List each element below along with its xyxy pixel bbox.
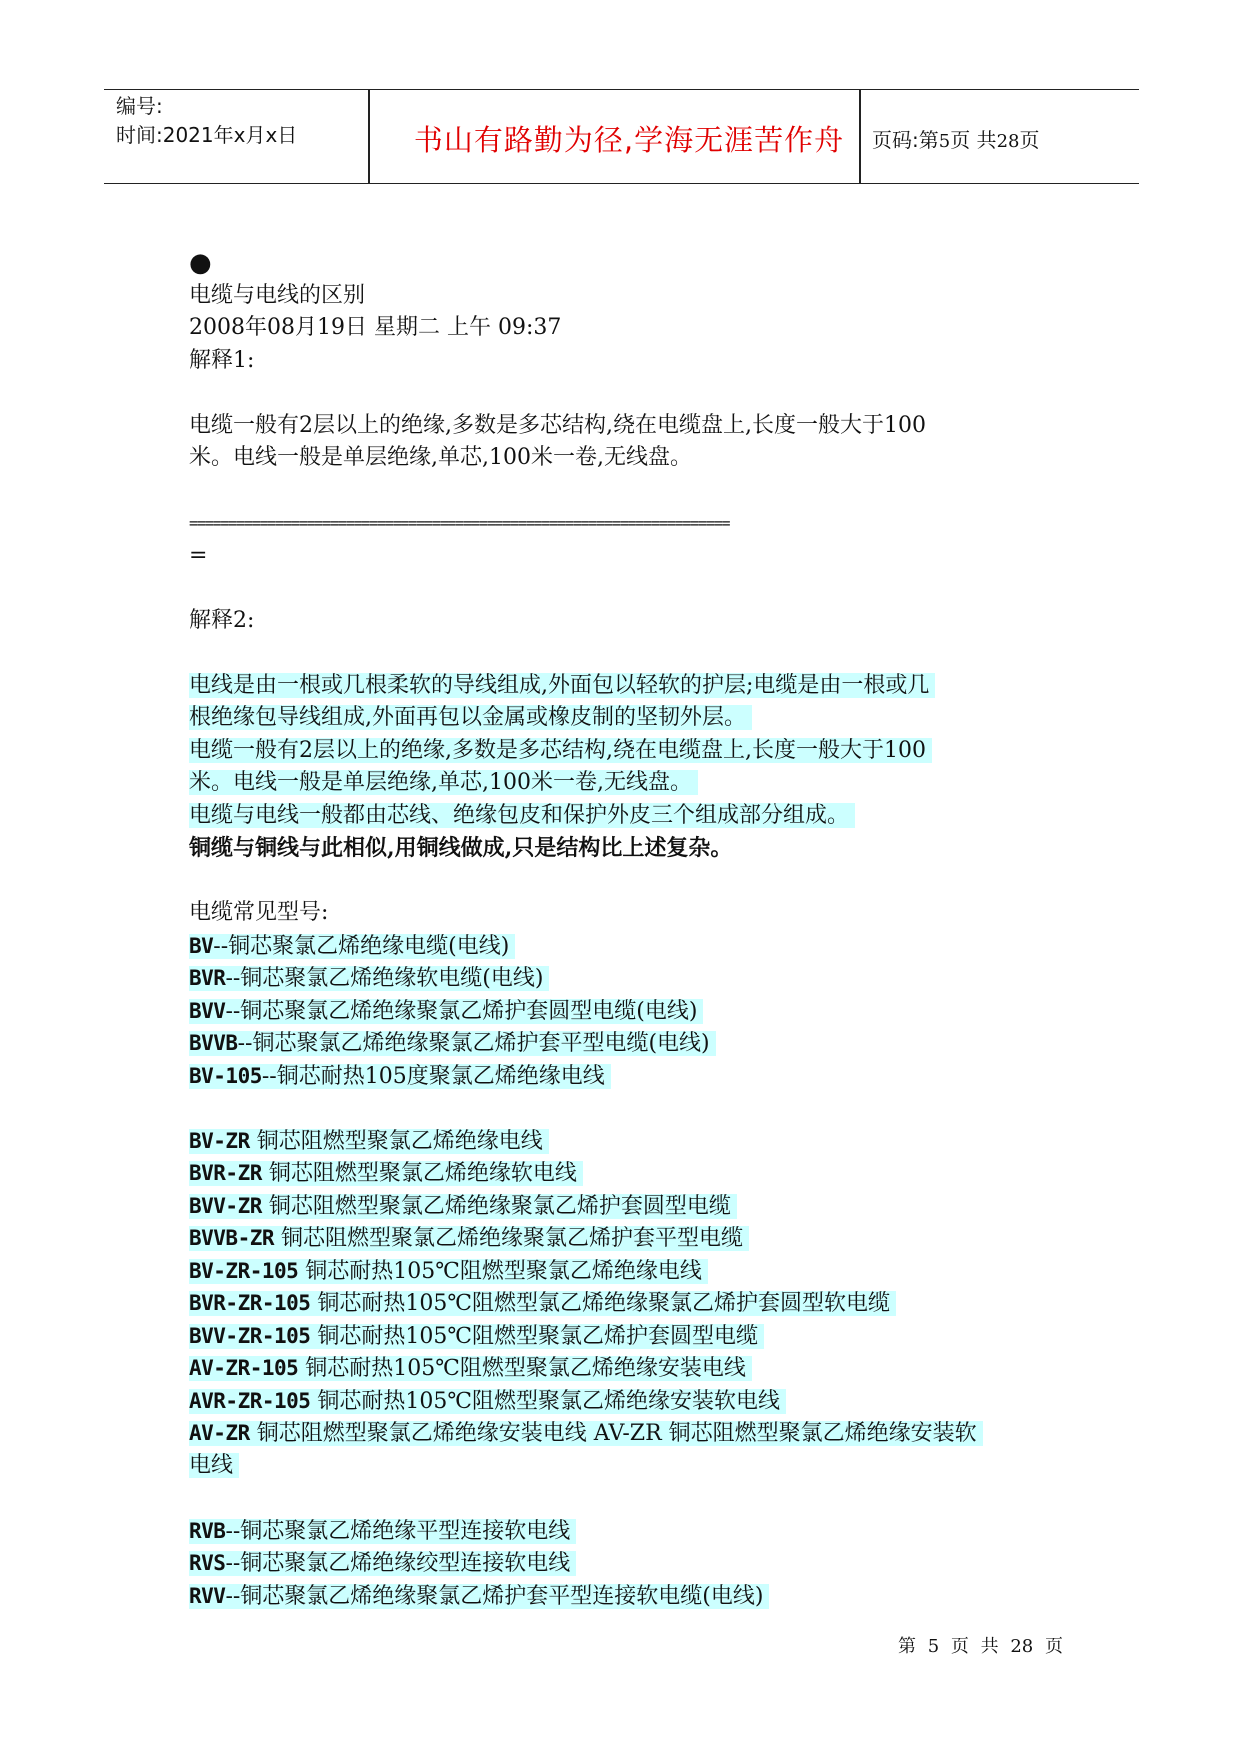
model-entry bbox=[189, 1161, 583, 1186]
model-code: BV-ZR-105 bbox=[189, 1258, 299, 1283]
highlighted-line: 根绝缘包导线组成,外面再包以金属或橡皮制的坚韧外层。 bbox=[189, 705, 752, 730]
bold-note: 铜缆与铜线与此相似,用铜线做成,只是结构比上述复杂。 bbox=[189, 835, 733, 861]
model-code: AV-ZR-105 bbox=[189, 1356, 299, 1380]
highlighted-line: 米。电线一般是单层绝缘,单芯,100米一卷,无线盘。 bbox=[189, 770, 698, 795]
model-desc: 铜芯耐热105℃阻燃型聚氯乙烯护套圆型电缆 bbox=[310, 1323, 759, 1349]
highlighted-line: 电缆与电线一般都由芯线、绝缘包皮和保护外皮三个组成部分组成。 bbox=[189, 803, 855, 828]
header-page-info bbox=[872, 124, 1039, 153]
highlighted-line: 电线是由一根或几根柔软的导线组成,外面包以轻软的护层;电缆是由一根或几 bbox=[189, 673, 935, 698]
model-desc-continued: 电线 bbox=[189, 1453, 239, 1478]
model-entry bbox=[189, 1226, 749, 1251]
page-prefix: 页码:第 bbox=[872, 128, 939, 152]
model-entry bbox=[189, 1194, 737, 1219]
model-desc: 铜芯耐热105℃阻燃型氯乙烯绝缘聚氯乙烯护套圆型软电缆 bbox=[310, 1291, 891, 1316]
page-footer: 第 5 页 共 28 页 bbox=[898, 1636, 1063, 1657]
model-desc: 铜芯阻燃型聚氯乙烯绝缘聚氯乙烯护套平型电缆 bbox=[274, 1226, 744, 1251]
page-suffix: 页 bbox=[1019, 128, 1040, 152]
paragraph-line: 电缆一般有2层以上的绝缘,多数是多芯结构,绕在电缆盘上,长度一般大于100 bbox=[189, 412, 926, 438]
model-code: BV-105 bbox=[189, 1063, 262, 1088]
models-label: 电缆常见型号: bbox=[189, 900, 329, 925]
page-mid: 页 共 bbox=[950, 128, 997, 152]
model-desc: --铜芯聚氯乙烯绝缘平型连接软电线 bbox=[225, 1518, 571, 1544]
model-desc: --铜芯聚氯乙烯绝缘电缆(电线) bbox=[213, 933, 510, 959]
separator-line: ===================================================================== bbox=[189, 514, 730, 532]
article-date: 2008年08月19日 星期二 上午 09:37 bbox=[189, 315, 562, 340]
model-entry bbox=[189, 1421, 983, 1446]
model-desc: 铜芯耐热105℃阻燃型聚氯乙烯绝缘安装软电线 bbox=[310, 1388, 781, 1414]
separator-tail: = bbox=[189, 542, 208, 568]
model-code: BV bbox=[189, 933, 214, 958]
article-title: 电缆与电线的区别 bbox=[189, 282, 366, 308]
model-desc: 铜芯阻燃型聚氯乙烯绝缘安装电线 AV-ZR 铜芯阻燃型聚氯乙烯绝缘安装软 bbox=[256, 1421, 977, 1446]
model-code: BVVB-ZR bbox=[189, 1226, 275, 1250]
model-entry bbox=[189, 1389, 786, 1414]
model-desc: --铜芯聚氯乙烯绝缘聚氯乙烯护套平型电缆(电线) bbox=[237, 1031, 710, 1056]
model-desc: 铜芯阻燃型聚氯乙烯绝缘聚氯乙烯护套圆型电缆 bbox=[261, 1193, 731, 1219]
model-code: BV-ZR bbox=[189, 1128, 250, 1153]
model-code: RVV bbox=[189, 1583, 226, 1608]
model-code: BVVB bbox=[189, 1031, 238, 1055]
model-entry bbox=[189, 1356, 752, 1381]
model-code: RVB bbox=[189, 1518, 226, 1543]
model-code: BVV-ZR-105 bbox=[189, 1323, 311, 1348]
model-entry bbox=[189, 1584, 769, 1609]
page-current: 5 bbox=[938, 131, 951, 152]
model-entry bbox=[189, 1291, 896, 1316]
model-entry bbox=[189, 1129, 549, 1154]
model-entry bbox=[189, 1324, 764, 1349]
model-entry bbox=[189, 1064, 611, 1089]
paragraph-line: 米。电线一般是单层绝缘,单芯,100米一卷,无线盘。 bbox=[189, 445, 692, 470]
model-code: BVR-ZR-105 bbox=[189, 1291, 311, 1315]
model-code: RVS bbox=[189, 1551, 226, 1575]
model-entry bbox=[189, 1551, 576, 1576]
explanation-2-label: 解释2: bbox=[189, 607, 255, 633]
model-desc: --铜芯聚氯乙烯绝缘绞型连接软电线 bbox=[225, 1551, 571, 1576]
model-entry bbox=[189, 1519, 576, 1544]
page-total: 28 bbox=[996, 131, 1020, 152]
header-meta bbox=[116, 92, 297, 150]
header-divider bbox=[859, 90, 861, 183]
model-desc: --铜芯聚氯乙烯绝缘聚氯乙烯护套平型连接软电缆(电线) bbox=[225, 1583, 764, 1609]
bullet-marker: ● bbox=[189, 248, 212, 278]
model-entry bbox=[189, 966, 549, 991]
model-desc: --铜芯聚氯乙烯绝缘聚氯乙烯护套圆型电缆(电线) bbox=[225, 998, 698, 1024]
explanation-1-label: 解释1: bbox=[189, 347, 255, 373]
highlighted-line: 电缆一般有2层以上的绝缘,多数是多芯结构,绕在电缆盘上,长度一般大于100 bbox=[189, 738, 932, 763]
document-time: 时间:2021年x月x日 bbox=[116, 123, 298, 147]
model-desc: 铜芯耐热105℃阻燃型聚氯乙烯绝缘安装电线 bbox=[298, 1356, 746, 1381]
model-code: BVR bbox=[189, 966, 226, 990]
model-code: AV-ZR bbox=[189, 1421, 250, 1445]
model-code: AVR-ZR-105 bbox=[189, 1388, 311, 1413]
document-number-label: 编号: bbox=[116, 94, 163, 118]
model-entry bbox=[189, 1031, 716, 1056]
model-entry bbox=[189, 934, 515, 959]
model-entry bbox=[189, 1259, 708, 1284]
document-body bbox=[189, 247, 1069, 1612]
model-desc: 铜芯阻燃型聚氯乙烯绝缘电线 bbox=[249, 1128, 543, 1154]
model-code: BVR-ZR bbox=[189, 1161, 262, 1185]
header-motto: 书山有路勤为径,学海无涯苦作舟 bbox=[413, 123, 845, 157]
model-entry bbox=[189, 999, 703, 1024]
model-code: BVV-ZR bbox=[189, 1193, 262, 1218]
header-divider bbox=[368, 90, 370, 183]
model-desc: --铜芯聚氯乙烯绝缘软电缆(电线) bbox=[225, 966, 544, 991]
model-desc: --铜芯耐热105度聚氯乙烯绝缘电线 bbox=[261, 1063, 605, 1089]
model-code: BVV bbox=[189, 998, 226, 1023]
page-header bbox=[104, 89, 1139, 184]
model-desc: 铜芯耐热105℃阻燃型聚氯乙烯绝缘电线 bbox=[298, 1258, 702, 1284]
model-desc: 铜芯阻燃型聚氯乙烯绝缘软电线 bbox=[261, 1161, 577, 1186]
